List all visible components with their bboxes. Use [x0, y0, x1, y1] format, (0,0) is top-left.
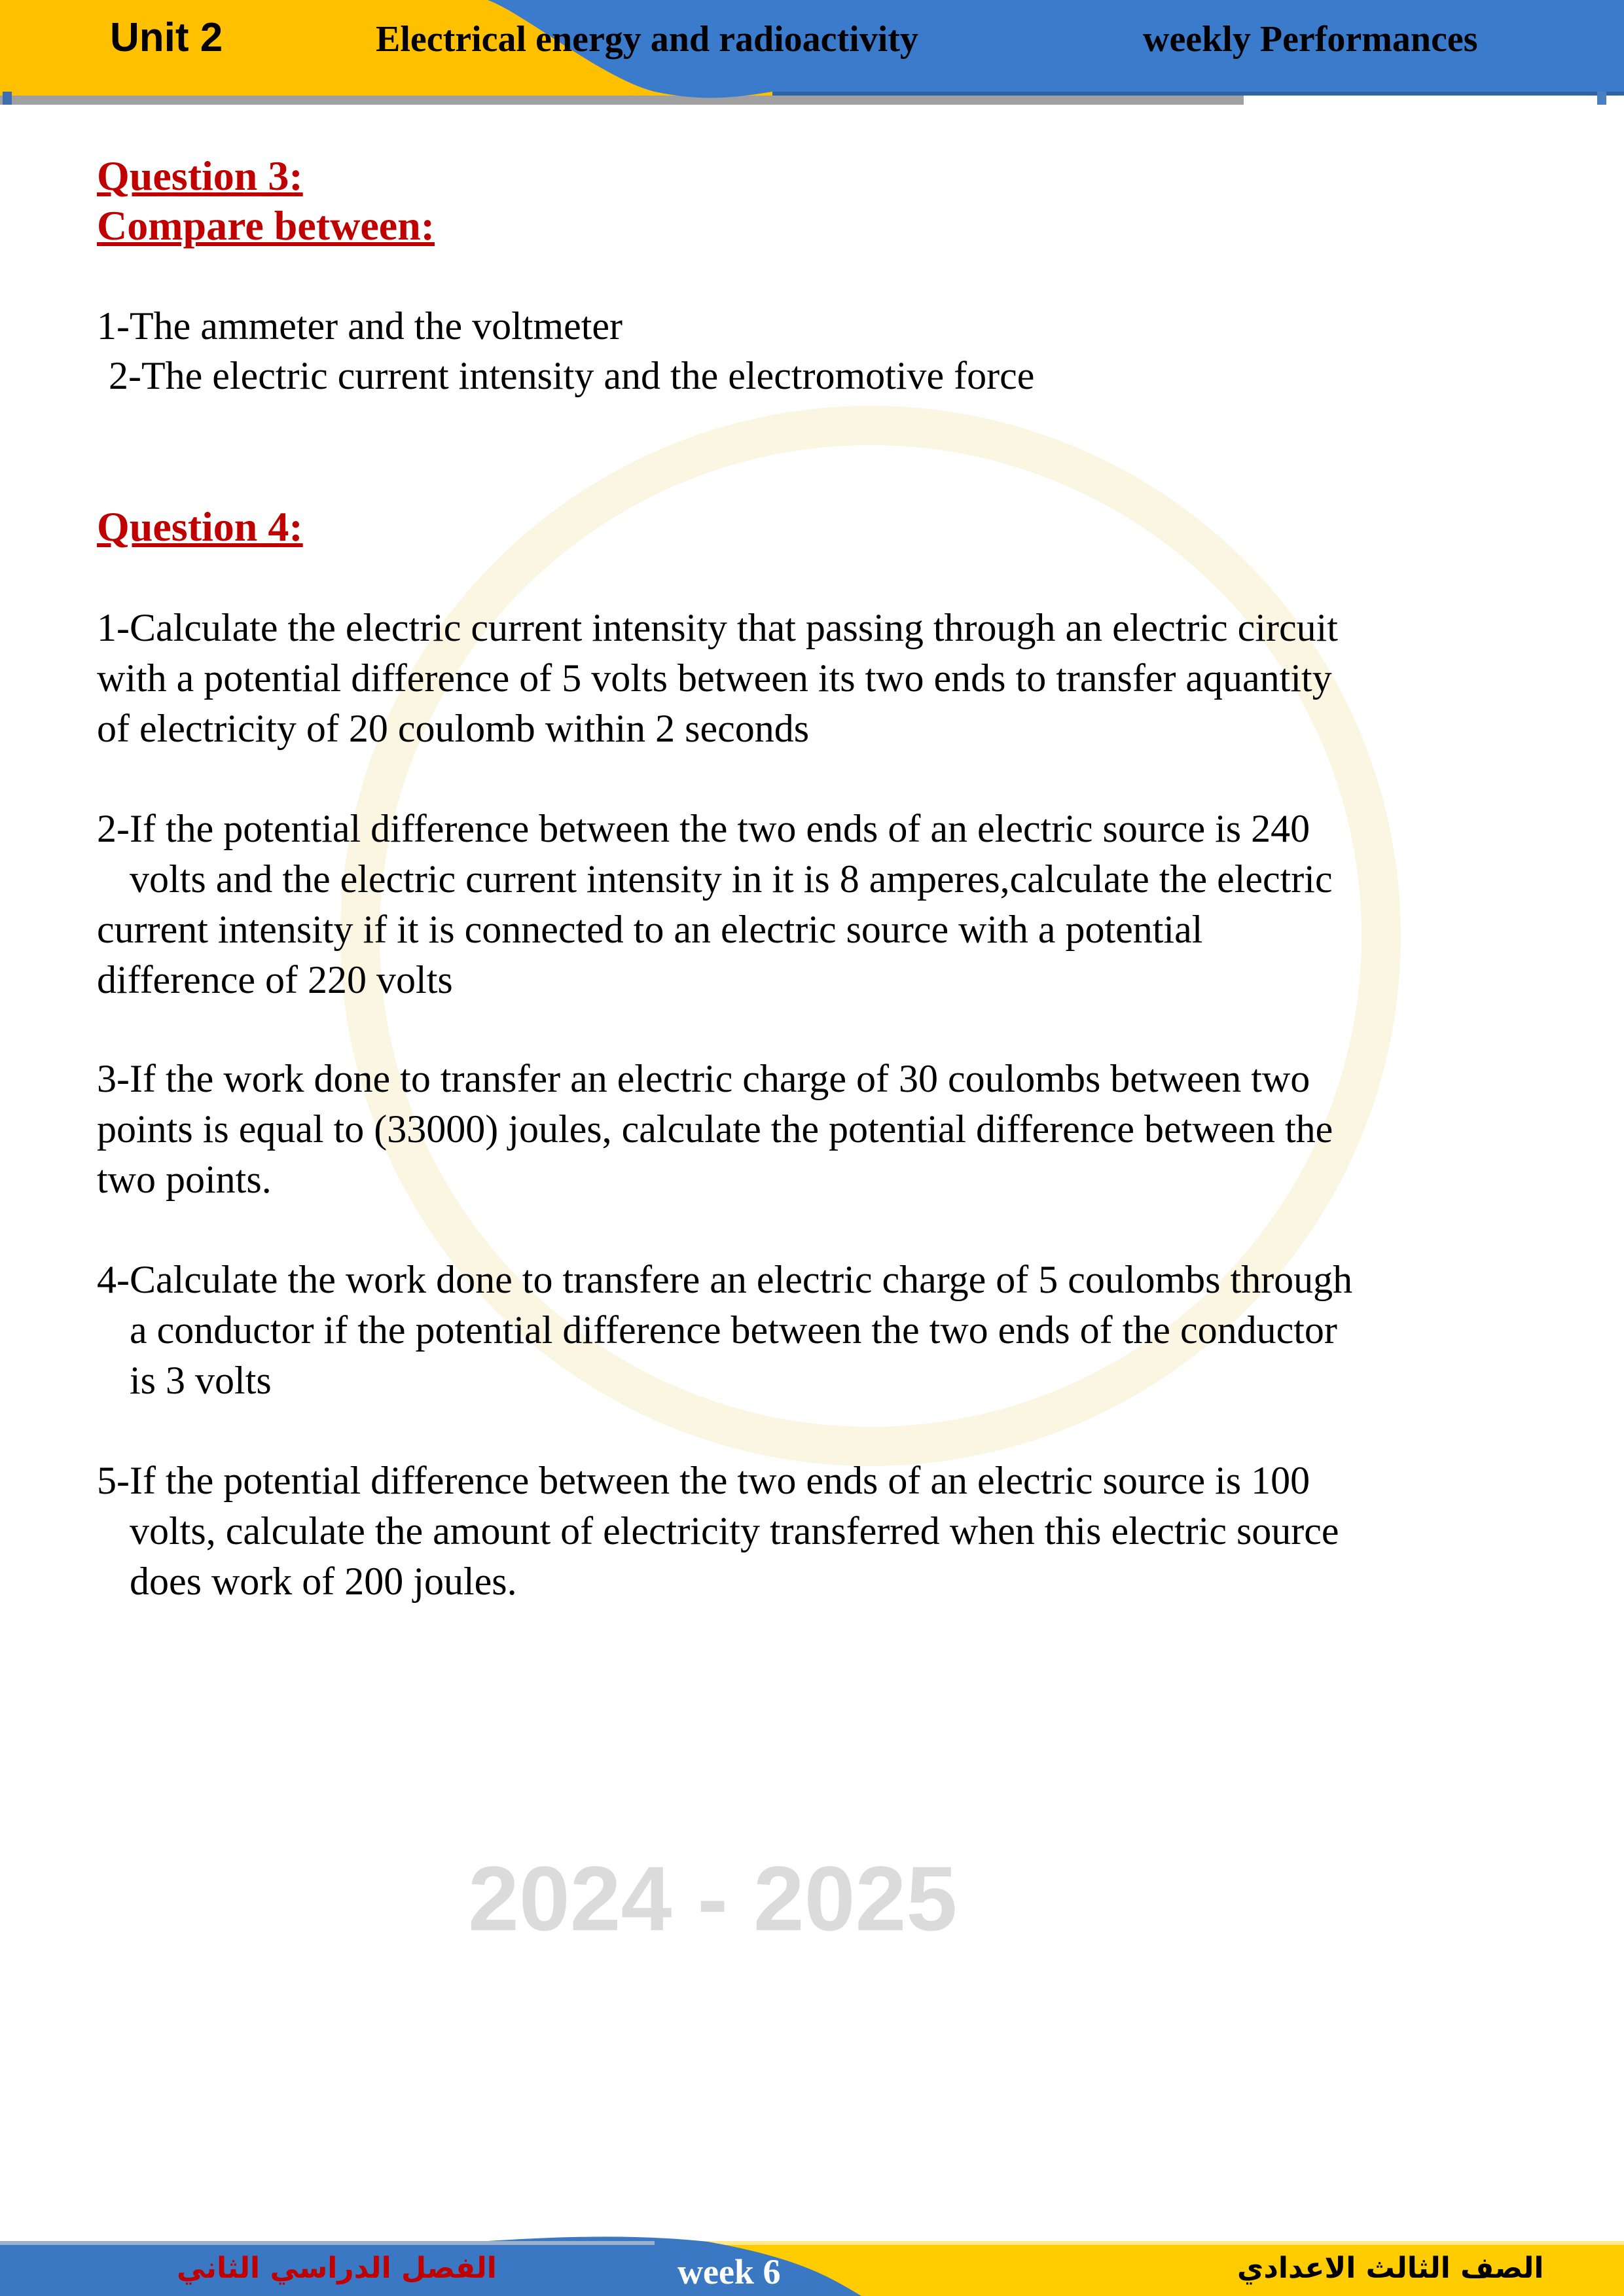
question-3-item: 1-The ammeter and the voltmeter: [97, 304, 623, 348]
question-4-item-2: [97, 804, 1504, 1005]
unit-label: Unit 2: [110, 15, 223, 60]
question-4-item-3: [97, 1054, 1504, 1205]
text-line: two points.: [97, 1158, 272, 1201]
text-line: 3-If the work done to transfer an electric charge of 30 coulombs between two: [97, 1057, 1310, 1100]
question-3-subtitle: Compare between:: [97, 202, 435, 249]
footer-term: الفصل الدراسي الثاني: [177, 2251, 497, 2285]
text-line: of electricity of 20 coulomb within 2 seconds: [97, 707, 810, 750]
question-4-title: Question 4:: [97, 503, 303, 550]
text-line: is 3 volts: [130, 1359, 272, 1402]
question-3-title: Question 3:: [97, 152, 303, 199]
text-line: points is equal to (33000) joules, calculate the potential difference between the: [97, 1107, 1333, 1151]
text-line: does work of 200 joules.: [130, 1560, 517, 1603]
footer-week: week 6: [677, 2252, 781, 2291]
text-line: volts, calculate the amount of electricity transferred when this electric source: [130, 1509, 1339, 1552]
footer-grade: الصف الثالث الاعدادي: [1237, 2251, 1544, 2285]
text-line: 2-If the potential difference between the two ends of an electric source is 240: [97, 807, 1310, 850]
text-line: current intensity if it is connected to an electric source with a potential: [97, 908, 1203, 951]
question-4-item-4: [97, 1255, 1504, 1406]
unit-title: Electrical energy and radioactivity: [376, 19, 918, 60]
text-line: difference of 220 volts: [97, 958, 453, 1001]
question-4-item-5: [97, 1456, 1504, 1607]
text-line: a conductor if the potential difference between the two ends of the conductor: [130, 1308, 1337, 1352]
question-3-item: 2-The electric current intensity and the electromotive force: [109, 354, 1035, 397]
watermark-years: 2024 - 2025: [468, 1847, 958, 1950]
text-line: 1-Calculate the electric current intensity that passing through an electric circuit: [97, 606, 1338, 649]
text-line: 5-If the potential difference between the two ends of an electric source is 100: [97, 1459, 1310, 1502]
text-line: 4-Calculate the work done to transfere an electric charge of 5 coulombs through: [97, 1258, 1353, 1301]
text-line: volts and the electric current intensity in it is 8 amperes,calculate the electric: [130, 857, 1333, 901]
text-line: with a potential difference of 5 volts between its two ends to transfer aquantity: [97, 656, 1332, 700]
question-4-item-1: [97, 603, 1504, 754]
section-label: weekly Performances: [1143, 19, 1478, 60]
